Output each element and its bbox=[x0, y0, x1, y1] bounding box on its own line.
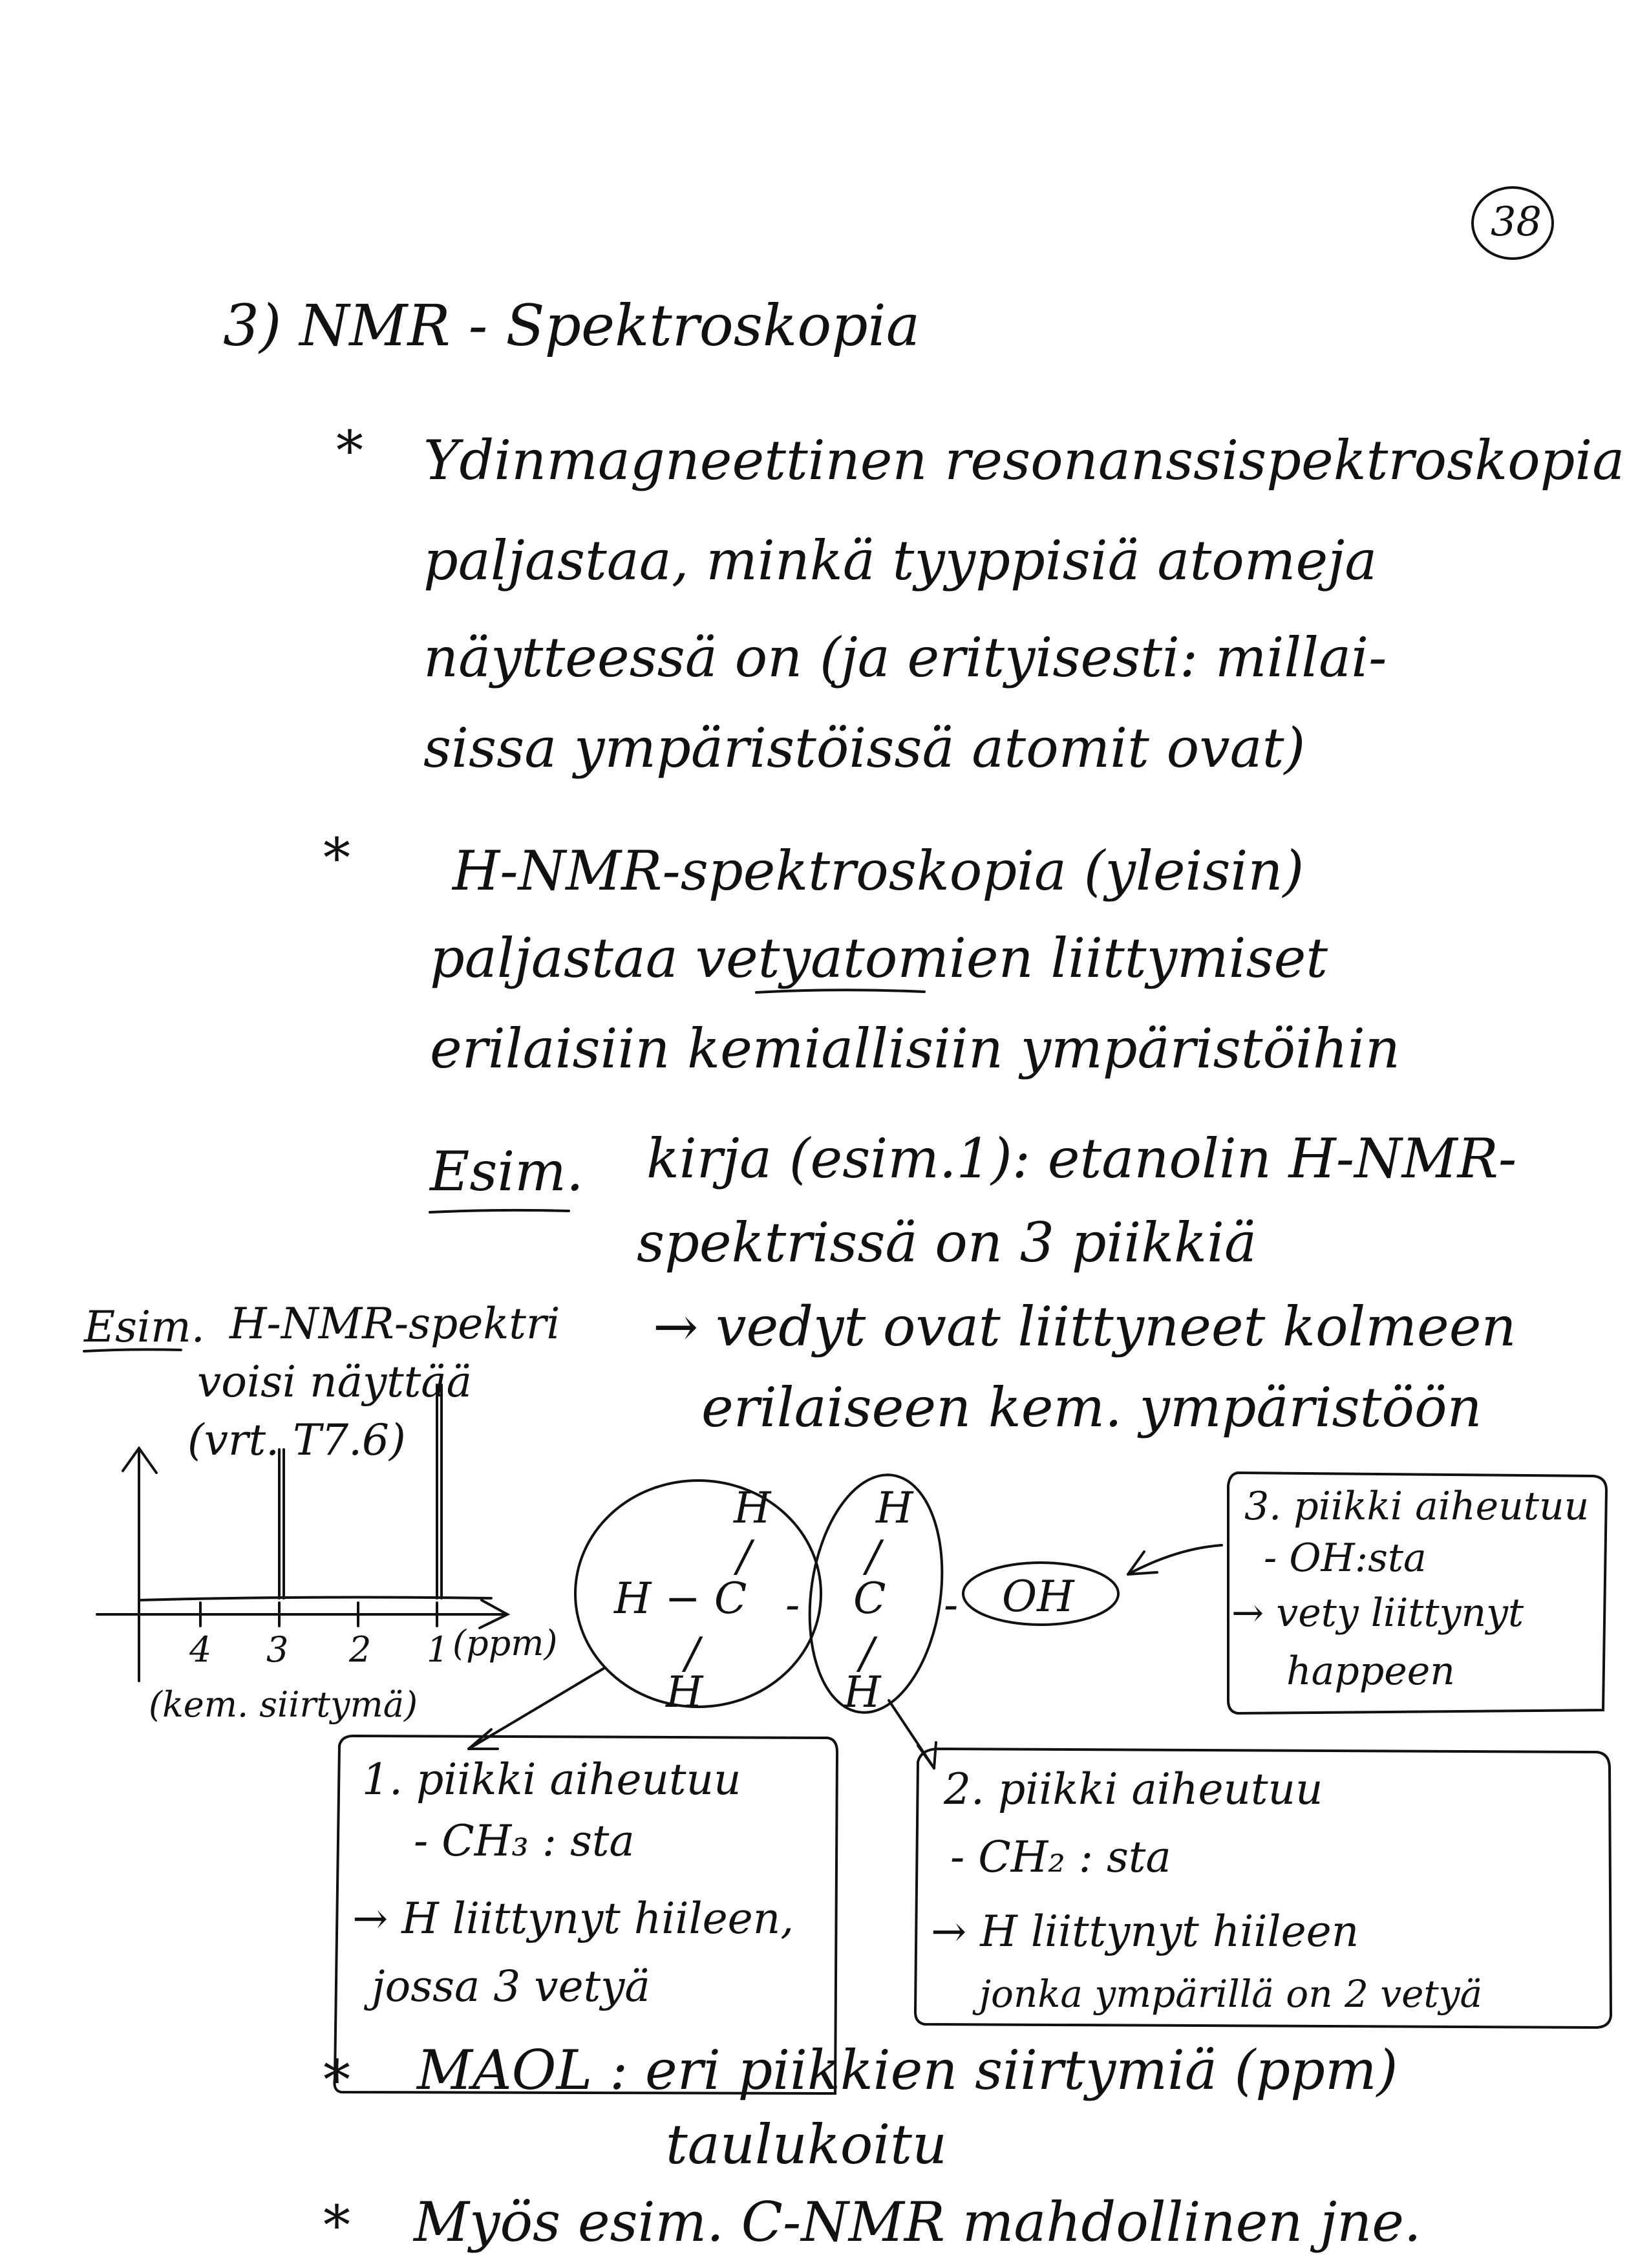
note-1-line-2: - CH₃ : sta bbox=[414, 1816, 635, 1866]
ch2-h-top: H bbox=[876, 1483, 913, 1533]
page-number: 38 bbox=[1491, 198, 1542, 245]
note-2-line-2: - CH₂ : sta bbox=[950, 1832, 1171, 1882]
example-2-label: Esim. bbox=[84, 1302, 205, 1352]
bond-1: - bbox=[785, 1580, 800, 1630]
note-2-line-4: jonka ympärillä on 2 vetyä bbox=[979, 1972, 1483, 2016]
bullet-2-line-3: erilaisiin kemiallisiin ympäristöihin bbox=[430, 1017, 1400, 1080]
ch2-c: C bbox=[853, 1574, 886, 1623]
chart-tick-label: 4 bbox=[189, 1629, 212, 1670]
ch3-bond-bottom: / bbox=[685, 1629, 700, 1678]
bullet-1-line-3: näytteessä on (ja erityisesti: millai- bbox=[423, 626, 1387, 689]
chart-tick-label: 3 bbox=[266, 1629, 289, 1670]
underline-vetyatomien bbox=[756, 990, 924, 992]
bullet-4-symbol: * bbox=[323, 2194, 350, 2257]
note-3-line-3: → vety liittynyt bbox=[1231, 1590, 1524, 1636]
page-title: 3) NMR - Spektroskopia bbox=[223, 292, 920, 359]
chart-x-label-below: (kem. siirtymä) bbox=[149, 1684, 418, 1725]
note-3-line-1: 3. piikki aiheutuu bbox=[1244, 1484, 1590, 1529]
bullet-2-symbol: * bbox=[323, 826, 350, 890]
bullet-1-line-1: Ydinmagneettinen resonanssispektroskopia bbox=[423, 429, 1625, 492]
note-3-line-2: - OH:sta bbox=[1264, 1535, 1427, 1581]
bullet-3-line-1: MAOL : eri piikkien siirtymiä (ppm) bbox=[417, 2038, 1398, 2102]
ch3-h-bottom: H bbox=[666, 1667, 703, 1717]
bullet-1-symbol: * bbox=[336, 419, 363, 482]
ch2-bond-bottom: / bbox=[860, 1629, 875, 1678]
note-1-line-4: jossa 3 vetyä bbox=[372, 1962, 650, 2011]
ch3-bond-top: / bbox=[737, 1532, 752, 1581]
oh-group: OH bbox=[1002, 1572, 1074, 1621]
note-3-line-4: happeen bbox=[1286, 1649, 1455, 1694]
example-2-line-1: H-NMR-spektri bbox=[229, 1299, 560, 1349]
note-2-line-1: 2. piikki aiheutuu bbox=[944, 1764, 1323, 1814]
underline-esim-1 bbox=[430, 1210, 569, 1212]
example-1-line-4: erilaiseen kem. ympäristöön bbox=[701, 1376, 1482, 1439]
note-1-line-3: → H liittynyt hiileen, bbox=[352, 1894, 794, 1943]
chart-x-label: (ppm) bbox=[452, 1623, 558, 1664]
bullet-2-line-1: H-NMR-spektroskopia (yleisin) bbox=[452, 839, 1304, 903]
example-1-line-1: kirja (esim.1): etanolin H-NMR- bbox=[646, 1127, 1517, 1190]
chart-tick-label: 2 bbox=[349, 1629, 372, 1670]
example-1-label: Esim. bbox=[430, 1140, 584, 1203]
example-2-line-2: voisi näyttää bbox=[197, 1357, 472, 1407]
arrow-note3-oh bbox=[1128, 1545, 1222, 1574]
ch2-bond-top: / bbox=[866, 1532, 881, 1581]
example-1-line-3: → vedyt ovat liittyneet kolmeen bbox=[653, 1295, 1516, 1358]
chart-tick-label: 1 bbox=[427, 1629, 449, 1670]
bullet-1-line-4: sissa ympäristöissä atomit ovat) bbox=[423, 716, 1306, 780]
ch2-h-bottom: H bbox=[844, 1667, 881, 1717]
example-1-line-2: spektrissä on 3 piikkiä bbox=[637, 1211, 1257, 1274]
bullet-3-line-2: taulukoitu bbox=[666, 2113, 948, 2176]
bond-2: - bbox=[944, 1580, 959, 1630]
chart-baseline bbox=[139, 1598, 491, 1600]
note-2-line-3: → H liittynyt hiileen bbox=[931, 1907, 1359, 1956]
note-1-line-1: 1. piikki aiheutuu bbox=[362, 1755, 741, 1804]
ch3-h-c: H − C bbox=[614, 1574, 747, 1623]
bullet-2-line-2: paljastaa vetyatomien liittymiset bbox=[430, 926, 1328, 990]
ch3-h-top: H bbox=[734, 1483, 771, 1533]
bullet-1-line-2: paljastaa, minkä tyyppisiä atomeja bbox=[423, 529, 1378, 592]
example-2-line-3: (vrt. T7.6) bbox=[187, 1415, 406, 1465]
bullet-4-line-1: Myös esim. C-NMR mahdollinen jne. bbox=[414, 2190, 1421, 2254]
bullet-3-symbol: * bbox=[323, 2048, 350, 2112]
